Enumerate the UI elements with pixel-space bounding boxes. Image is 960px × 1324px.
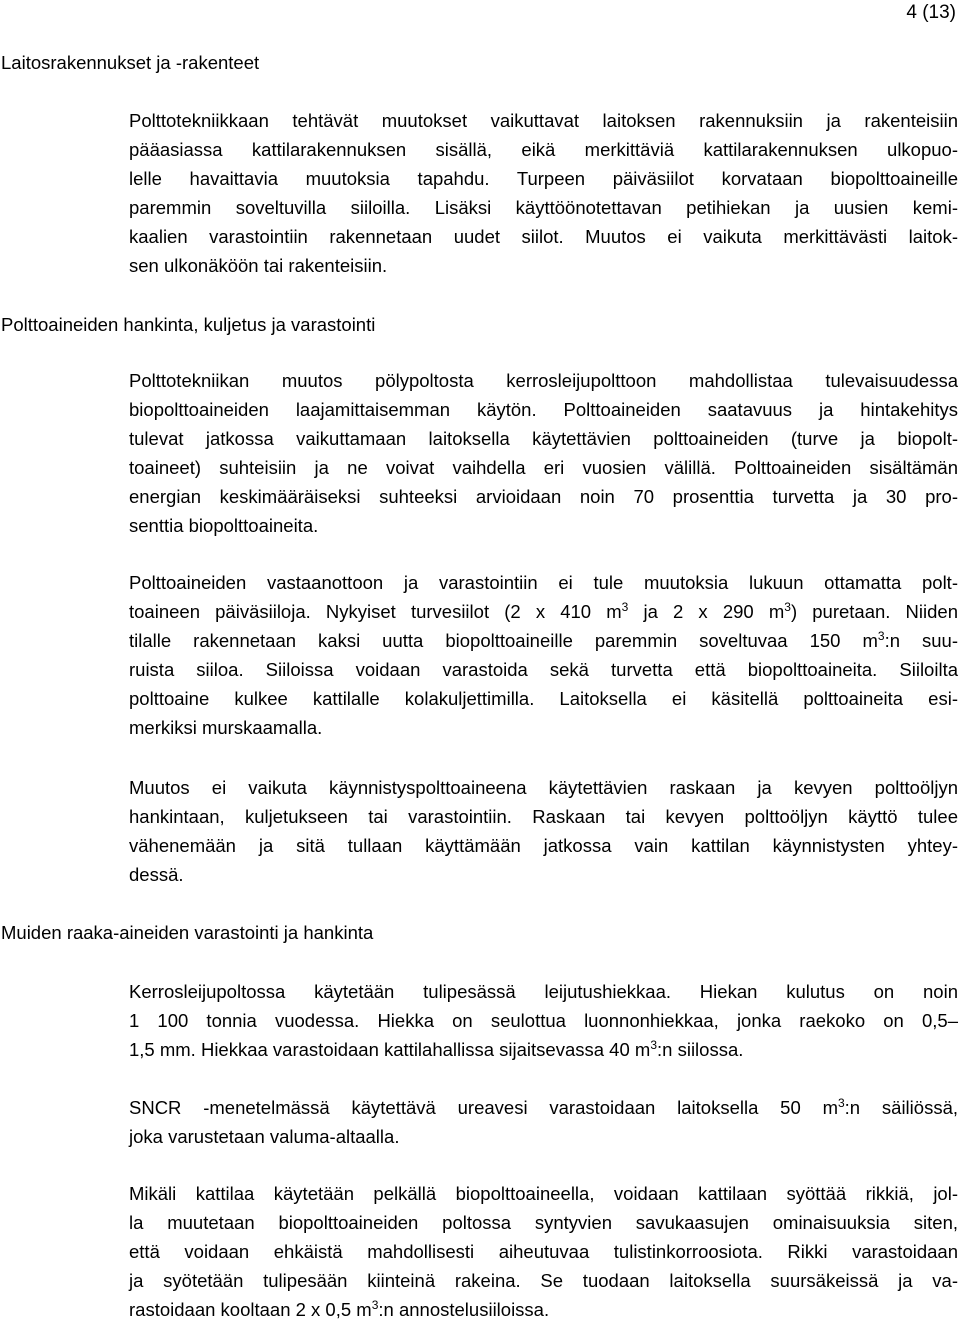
text-line (129, 1295, 958, 1324)
text-fragment: SNCR -menetelmässä käytettävä ureavesi varastoidaan laitoksella 50 m (129, 1097, 838, 1118)
superscript: 3 (621, 600, 629, 614)
paragraph (129, 1179, 958, 1324)
text-line (129, 1093, 958, 1122)
text-line: energian keskimääräiseksi suhteeksi arvioidaan noin 70 prosenttia turvetta ja 30 pro- (129, 486, 958, 507)
superscript: 3 (371, 1298, 379, 1312)
superscript: 3 (784, 600, 791, 614)
text-line: senttia biopolttoaineita. (129, 515, 319, 536)
page-number: 4 (13) (906, 2, 956, 23)
superscript: 3 (650, 1038, 658, 1052)
paragraph (129, 366, 958, 540)
section-heading: Muiden raaka-aineiden varastointi ja hankinta (1, 922, 374, 943)
text-line: polttoaine kulkee kattilalle kolakuljettimilla. Laitoksella ei käsitellä polttoaineita esi- (129, 688, 958, 709)
text-line: biopolttoaineiden laajamittaisemman käytön. Polttoaineiden saatavuus ja hintakehitys (129, 399, 958, 420)
text-line: la muutetaan biopolttoaineiden poltossa syntyvien savukaasujen ominaisuuksia siten, (129, 1212, 958, 1233)
text-line: lelle havaittavia muutoksia tapahdu. Turpeen päiväsiilot korvataan biopolttoaineille (129, 168, 958, 189)
text-fragment: ja 2 x 290 m (628, 601, 785, 622)
paragraph (129, 977, 958, 1064)
text-line: toaineet) suhteisiin ja ne voivat vaihdella eri vuosien välillä. Polttoaineiden sisältämän (129, 457, 958, 478)
text-line: merkiksi murskaamalla. (129, 717, 323, 738)
section-heading: Polttoaineiden hankinta, kuljetus ja varastointi (1, 314, 376, 335)
section-heading: Laitosrakennukset ja -rakenteet (1, 52, 260, 73)
text-line: dessä. (129, 864, 184, 885)
text-fragment: :n säiliössä, (844, 1097, 958, 1118)
text-line: paremmin soveltuvilla siiloilla. Lisäksi käyttöönotettavan petihiekan ja uusien kemi- (129, 197, 958, 218)
text-line: Polttotekniikkaan tehtävät muutokset vaikuttavat laitoksen rakennuksiin ja rakenteisiin (129, 110, 958, 131)
text-line: ruista siiloa. Siiloissa voidaan varastoida sekä turvetta että biopolttoaineita. Siiloilta (129, 659, 958, 680)
text-line: ja syötetään tulipesään kiinteinä rakeina. Se tuodaan laitoksella suursäkeissä ja va- (129, 1270, 958, 1291)
text-fragment: rastoidaan kooltaan 2 x 0,5 m (129, 1299, 372, 1320)
text-line (129, 1035, 958, 1064)
text-fragment: ) puretaan. Niiden (790, 601, 959, 622)
text-line: kaalien varastointiin rakennetaan uudet siilot. Muutos ei vaikuta merkittävästi laitok- (129, 226, 958, 247)
paragraph (129, 106, 958, 280)
text-line: että voidaan ehkäistä mahdollisesti aiheutuvaa tulistinkorroosiota. Rikki varastoidaan (129, 1241, 958, 1262)
text-line: vähenemään ja sitä tullaan käyttämään jatkossa vain kattilan käynnistysten yhtey- (129, 835, 958, 856)
paragraph (129, 1093, 958, 1151)
text-line: joka varustetaan valuma-altaalla. (129, 1126, 400, 1147)
text-line: tulevat jatkossa vaikuttamaan laitoksella käytettävien polttoaineiden (turve ja biopolt- (129, 428, 958, 449)
text-line: 1 100 tonnia vuodessa. Hiekka on seulottua luonnonhiekkaa, jonka raekoko on 0,5– (129, 1010, 958, 1031)
text-fragment: :n annostelusiiloissa. (378, 1299, 550, 1320)
text-fragment: tilalle rakennetaan kaksi uutta biopolttoaineille paremmin soveltuvaa 150 m (129, 630, 878, 651)
text-fragment: toaineen päiväsiiloja. Nykyiset turvesiilot (2 x 410 m (129, 601, 622, 622)
text-line: Polttotekniikan muutos pölypoltosta kerrosleijupolttoon mahdollistaa tulevaisuudessa (129, 370, 958, 391)
text-line: Kerrosleijupoltossa käytetään tulipesässä leijutushiekkaa. Hiekan kulutus on noin (129, 981, 958, 1002)
text-line: pääasiassa kattilarakennuksen sisällä, eikä merkittäviä kattilarakennuksen ulkopuo- (129, 139, 958, 160)
text-line: Muutos ei vaikuta käynnistyspolttoaineena käytettävien raskaan ja kevyen polttoöljyn (129, 777, 958, 798)
text-fragment: 1,5 mm. Hiekkaa varastoidaan kattilahallissa sijaitsevassa 40 m (129, 1039, 651, 1060)
superscript: 3 (837, 1096, 845, 1110)
text-line: sen ulkonäköön tai rakenteisiin. (129, 255, 388, 276)
paragraph (129, 773, 958, 889)
text-line (129, 597, 958, 626)
text-line: hankintaan, kuljetukseen tai varastointiin. Raskaan tai kevyen polttoöljyn käyttö tulee (129, 806, 958, 827)
text-fragment: :n suu- (884, 630, 958, 651)
superscript: 3 (877, 629, 885, 643)
text-line: Mikäli kattilaa käytetään pelkällä biopolttoaineella, voidaan kattilaan syöttää rikkiä, jol- (129, 1183, 958, 1204)
text-line (129, 626, 958, 655)
text-fragment: :n siilossa. (657, 1039, 744, 1060)
text-line: Polttoaineiden vastaanottoon ja varastointiin ei tule muutoksia lukuun ottamatta polt- (129, 572, 958, 593)
paragraph (129, 568, 958, 742)
